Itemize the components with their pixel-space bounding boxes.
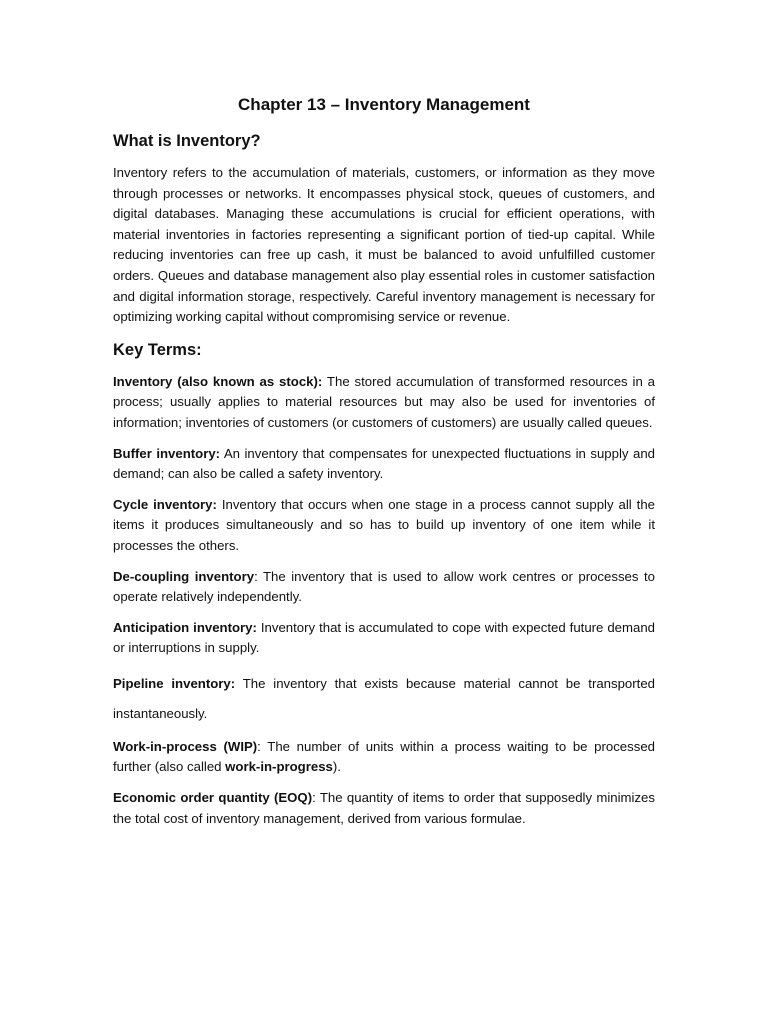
term-definition-end: ).	[332, 759, 341, 775]
term-definition: The stored accumulation of transformed resources in a process; usually applies to material resources but may also be used for inventories of information; inventories of customers (or customers of customers) are usually called queues.	[113, 373, 655, 430]
term-anticipation-inventory	[113, 618, 655, 659]
term-name: Cycle inventory:	[113, 496, 217, 512]
term-definition: Inventory that occurs when one stage in a process cannot supply all the items it produces simultaneously and so has to build up inventory of one item while it processes the others.	[113, 496, 655, 553]
term-definition: An inventory that compensates for unexpected fluctuations in supply and demand; can also be called a safety inventory.	[113, 445, 655, 482]
term-pipeline-inventory	[113, 669, 655, 729]
term-definition: : The quantity of items to order that supposedly minimizes the total cost of inventory management, derived from various formulae.	[113, 790, 655, 826]
intro-paragraph: Inventory refers to the accumulation of materials, customers, or information as they move through processes or networks. It encompasses physical stock, queues of customers, and digital databases. Managing these accumulations is crucial for efficient operations, with material inventories in factories representing a significant portion of tied-up capital. While reducing inventories can free up cash, it must be balanced to avoid unfulfilled customer orders. Queues and database management also play essential roles in customer satisfaction and digital information storage, respectively. Careful inventory management is necessary for optimizing working capital without compromising service or revenue.	[113, 165, 655, 325]
term-name: Anticipation inventory:	[113, 619, 257, 635]
term-name: Work-in-process (WIP)	[113, 738, 258, 754]
term-work-in-process	[113, 737, 655, 778]
term-buffer-inventory	[113, 444, 655, 485]
term-cycle-inventory	[113, 495, 655, 557]
term-decoupling-inventory	[113, 567, 655, 608]
term-name: Economic order quantity (EOQ)	[113, 790, 313, 806]
term-name: De-coupling inventory	[113, 568, 255, 584]
term-definition: : The inventory that is used to allow work centres or processes to operate relatively independently.	[113, 568, 655, 605]
term-definition-start: : The number of units within a process waiting to be processed further (also called	[113, 738, 655, 775]
term-name: Pipeline inventory:	[113, 675, 236, 691]
term-name: Buffer inventory:	[113, 445, 221, 461]
section-heading-what-is-inventory: What is Inventory?	[113, 132, 261, 150]
term-alt-name: work-in-progress	[225, 759, 333, 775]
term-inventory	[113, 372, 655, 434]
term-definition: The inventory that exists because material cannot be transported instantaneously.	[113, 675, 655, 721]
section-heading-key-terms: Key Terms:	[113, 340, 202, 359]
term-economic-order-quantity	[113, 788, 655, 829]
term-definition: Inventory that is accumulated to cope with expected future demand or interruptions in supply.	[113, 619, 655, 656]
term-name: Inventory (also known as stock):	[113, 373, 323, 389]
chapter-title: Chapter 13 – Inventory Management	[238, 95, 530, 114]
